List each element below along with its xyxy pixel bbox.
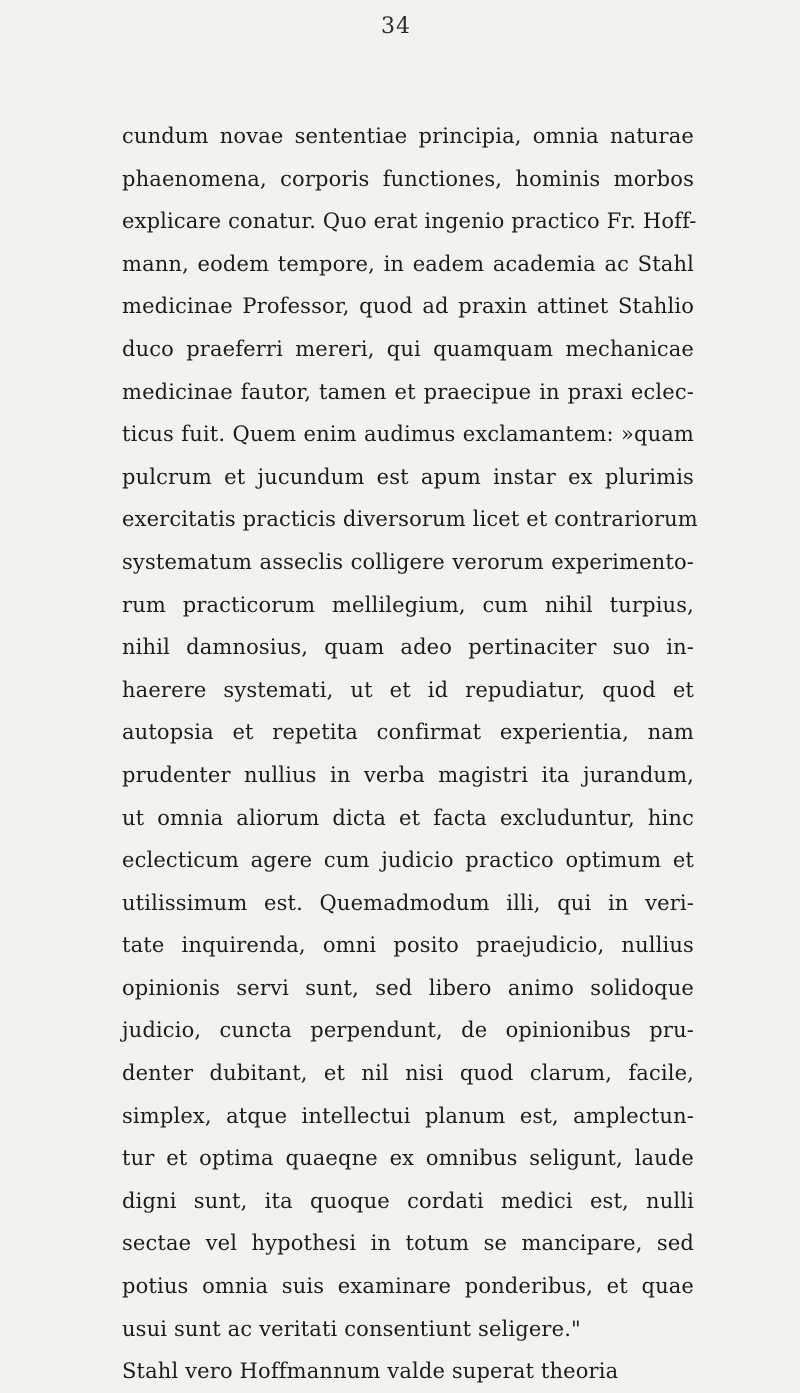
text-line: denter dubitant, et nil nisi quod clarum, facile, [122, 1061, 694, 1086]
page-number: 34 [381, 14, 411, 39]
text-line: nihil damnosius, quam adeo pertinaciter suo in- [122, 635, 694, 660]
text-line: prudenter nullius in verba magistri ita jurandum, [122, 762, 694, 787]
text-line: eclecticum agere cum judicio practico optimum et [122, 848, 694, 873]
text-line: exercitatis practicis diversorum licet et contrariorum [122, 507, 698, 532]
text-line: usui sunt ac veritati consentiunt seligere." [122, 1316, 581, 1341]
text-line: medicinae Professor, quod ad praxin attinet Stahlio [122, 294, 694, 319]
text-line: systematum asseclis colligere verorum experimento- [122, 549, 694, 574]
text-line: simplex, atque intellectui planum est, amplectun- [122, 1103, 694, 1128]
text-line: haerere systemati, ut et id repudiatur, quod et [122, 677, 694, 702]
text-line: ticus fuit. Quem enim audimus exclamantem: »quam [122, 422, 694, 447]
text-line: autopsia et repetita confirmat experientia, nam [122, 720, 694, 745]
text-line: utilissimum est. Quemadmodum illi, qui in veri- [122, 890, 694, 915]
text-line: potius omnia suis examinare ponderibus, et quae [122, 1274, 694, 1299]
text-line: tur et optima quaeqne ex omnibus seligunt, laude [122, 1146, 694, 1171]
text-line: duco praeferri mereri, qui quamquam mechanicae [122, 336, 694, 361]
text-line: tate inquirenda, omni posito praejudicio, nullius [122, 933, 694, 958]
text-line: cundum novae sententiae principia, omnia naturae [122, 124, 694, 148]
text-line: sectae vel hypothesi in totum se mancipare, sed [122, 1231, 694, 1256]
text-line: pulcrum et jucundum est apum instar ex plurimis [122, 464, 694, 489]
body-text [122, 115, 698, 1393]
text-line: mann, eodem tempore, in eadem academia ac Stahl [122, 251, 694, 276]
text-line: rum practicorum mellilegium, cum nihil turpius, [122, 592, 694, 617]
text-line: judicio, cuncta perpendunt, de opinionibus pru- [122, 1018, 694, 1043]
text-line: ut omnia aliorum dicta et facta excluduntur, hinc [122, 805, 694, 830]
text-line: explicare conatur. Quo erat ingenio practico Fr. Hoff- [122, 209, 697, 234]
text-line: opinionis servi sunt, sed libero animo solidoque [122, 975, 694, 1000]
text-line: Stahl vero Hoffmannum valde superat theoria [122, 1359, 619, 1384]
text-line: digni sunt, ita quoque cordati medici est, nulli [122, 1188, 694, 1213]
text-line: medicinae fautor, tamen et praecipue in praxi eclec- [122, 379, 694, 404]
text-line: phaenomena, corporis functiones, hominis morbos [122, 166, 694, 191]
